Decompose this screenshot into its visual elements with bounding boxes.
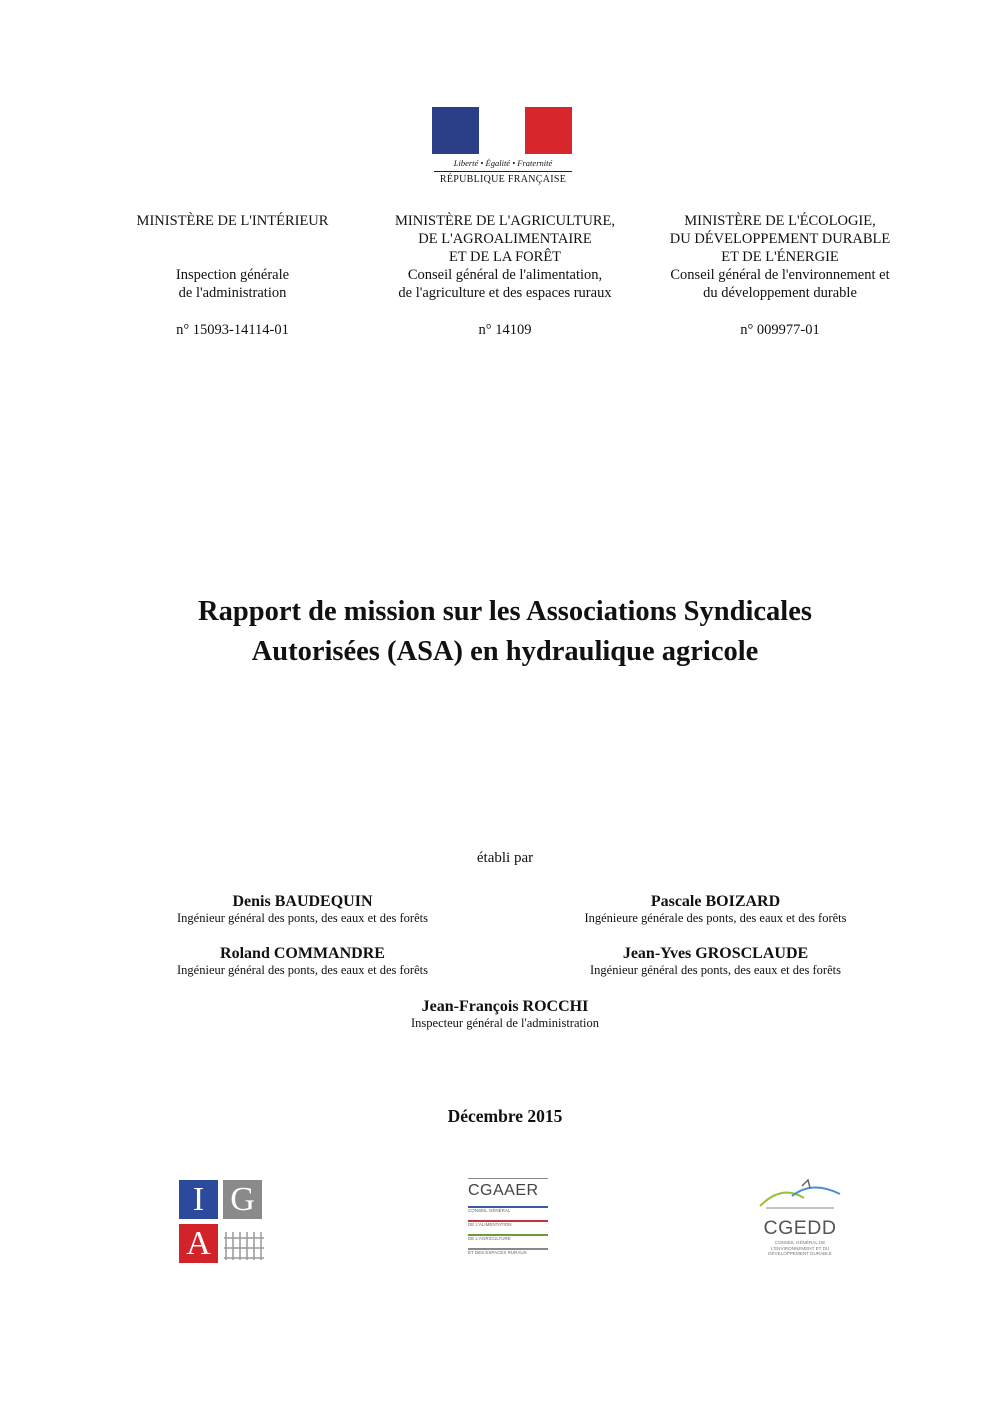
- ministry-body-line: Conseil général de l'environnement et: [670, 267, 890, 283]
- ministry-number: n° 009977-01: [740, 322, 820, 338]
- author-role: Ingénieur général des ponts, des eaux et des forêts: [177, 963, 428, 977]
- author-name: Denis BAUDEQUIN: [232, 893, 373, 910]
- ministry-body-line: du développement durable: [703, 285, 857, 301]
- cgedd-logo: [752, 1176, 848, 1257]
- cgedd-name: CGEDD: [763, 1217, 837, 1239]
- iga-letter-a: A: [179, 1224, 218, 1263]
- cgaaer-name: CGAAER: [468, 1182, 539, 1199]
- cgedd-sub-line: DÉVELOPPEMENT DURABLE: [768, 1251, 832, 1256]
- author-block: [140, 945, 465, 978]
- author-block: [548, 893, 883, 926]
- iga-logo: [179, 1180, 267, 1268]
- cgedd-bird-icon: [752, 1176, 848, 1212]
- iga-pattern-icon: [224, 1228, 266, 1264]
- established-by: établi par: [476, 850, 534, 866]
- ministry-name: ET DE L'ÉNERGIE: [721, 249, 839, 265]
- cgedd-sub-line: CONSEIL GÉNÉRAL DE: [774, 1240, 826, 1245]
- author-role: Inspecteur général de l'administration: [411, 1016, 599, 1030]
- report-title-line: Rapport de mission sur les Associations Syndicales: [198, 596, 812, 627]
- ministry-name: ET DE LA FORÊT: [448, 249, 562, 265]
- ministry-body-line: de l'administration: [178, 285, 287, 301]
- cgaaer-sub-line: ET DES ESPACES RURAUX: [468, 1250, 527, 1255]
- ministry-number: n° 14109: [478, 322, 532, 338]
- author-name: Pascale BOIZARD: [650, 893, 781, 910]
- author-role: Ingénieur général des ponts, des eaux et des forêts: [590, 963, 841, 977]
- cgaaer-sub-line: CONSEIL GÉNÉRAL: [468, 1208, 511, 1213]
- author-role: Ingénieure générale des ponts, des eaux et des forêts: [584, 911, 847, 925]
- author-name: Roland COMMANDRE: [220, 945, 385, 962]
- author-role: Ingénieur général des ponts, des eaux et des forêts: [177, 911, 428, 925]
- republic-motto: Liberté • Égalité • Fraternité: [453, 158, 553, 168]
- author-block: [548, 945, 883, 978]
- report-date: Décembre 2015: [447, 1106, 563, 1126]
- iga-letter-i: I: [179, 1180, 218, 1219]
- ministry-number: n° 15093-14114-01: [176, 322, 289, 338]
- ministry-name: DE L'AGROALIMENTAIRE: [418, 231, 592, 247]
- report-title: [100, 592, 910, 672]
- ministry-name: MINISTÈRE DE L'INTÉRIEUR: [136, 213, 329, 229]
- ministry-ecologie: [645, 212, 915, 339]
- author-block: [340, 998, 670, 1031]
- author-name: Jean-Yves GROSCLAUDE: [622, 945, 809, 962]
- author-block: [140, 893, 465, 926]
- ministry-name: DU DÉVELOPPEMENT DURABLE: [669, 231, 891, 247]
- ministry-body-line: Conseil général de l'alimentation,: [407, 267, 603, 283]
- cgedd-sub-line: L'ENVIRONNEMENT ET DU: [770, 1245, 830, 1251]
- republic-name: RÉPUBLIQUE FRANÇAISE: [439, 174, 567, 185]
- ministry-agriculture: [370, 212, 640, 339]
- author-name: Jean-François ROCCHI: [421, 998, 589, 1015]
- iga-letter-g: G: [223, 1180, 262, 1219]
- cgaaer-sub-line: DE L'AGRICULTURE: [468, 1236, 511, 1241]
- cgaaer-sub-line: DE L'ALIMENTATION: [468, 1222, 512, 1227]
- republique-francaise-logo: [432, 107, 574, 185]
- report-title-line: Autorisées (ASA) en hydraulique agricole: [251, 636, 759, 667]
- ministry-body-line: de l'agriculture et des espaces ruraux: [398, 285, 612, 301]
- marianne-flag-icon: [432, 107, 572, 154]
- ministry-name: MINISTÈRE DE L'ÉCOLOGIE,: [684, 213, 876, 229]
- ministry-interieur: [105, 212, 360, 339]
- cgaaer-logo: [468, 1178, 548, 1256]
- ministry-body-line: Inspection générale: [175, 267, 290, 283]
- ministry-name: MINISTÈRE DE L'AGRICULTURE,: [395, 213, 615, 229]
